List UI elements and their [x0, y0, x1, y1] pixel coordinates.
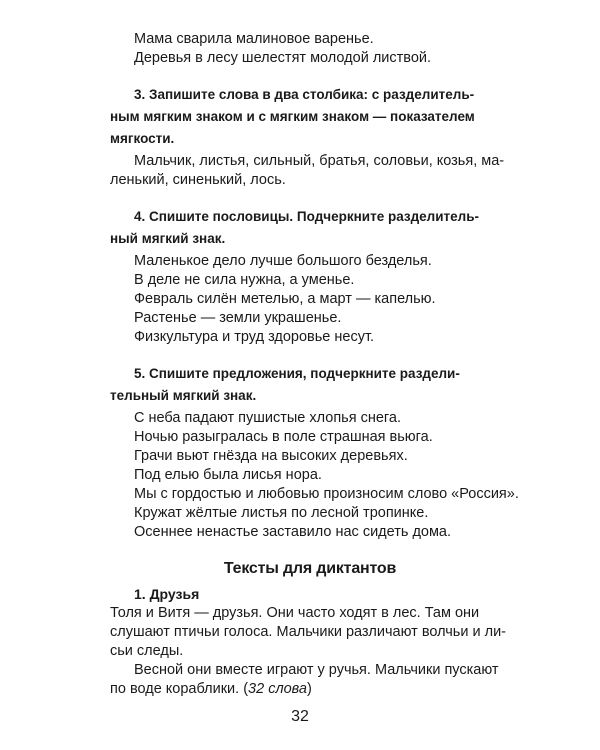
dictation-title: 1. Друзья	[134, 586, 200, 602]
sentence-line: Ночью разыгралась в поле страшная вьюга.	[134, 429, 433, 445]
sentence-line: Мы с гордостью и любовью произносим слово «Россия».	[134, 486, 519, 502]
close-paren: )	[307, 681, 312, 697]
exercise-5	[110, 365, 519, 542]
page-content	[110, 30, 519, 699]
dictation-section	[110, 560, 510, 699]
exercise-title-line: 3. Запишите слова в два столбика: с разделитель-	[134, 87, 475, 102]
proverb-line: Февраль силён метелью, а март — капелью.	[134, 291, 436, 307]
sentence-line: Кружат жёлтые листья по лесной тропинке.	[134, 505, 429, 521]
dictation-line: Весной они вместе играют у ручья. Мальчики пускают	[134, 662, 499, 678]
exercise-title-line: тельный мягкий знак.	[110, 388, 257, 403]
sentence-line: С неба падают пушистые хлопья снега.	[134, 410, 401, 426]
sentence-line: Под елью была лисья нора.	[134, 467, 322, 483]
exercise-title-line: ный мягкий знак.	[110, 231, 226, 246]
text-line: Мальчик, листья, сильный, братья, соловьи, козья, ма-	[134, 153, 505, 169]
text-line: Мама сварила малиновое варенье.	[134, 31, 374, 47]
exercise-4	[110, 208, 510, 347]
dictation-line	[110, 680, 510, 699]
exercise-title-line: мягкости.	[110, 131, 175, 146]
proverb-line: В деле не сила нужна, а уменье.	[134, 272, 355, 288]
exercise-title-line: 4. Спишите пословицы. Подчеркните разделитель-	[134, 209, 480, 224]
text-line: Деревья в лесу шелестят молодой листвой.	[134, 50, 432, 66]
proverb-line: Физкультура и труд здоровье несут.	[134, 329, 375, 345]
dictation-line: сьи следы.	[110, 643, 184, 659]
exercise-3	[110, 86, 510, 190]
proverb-line: Маленькое дело лучше большого безделья.	[134, 253, 432, 269]
page-number: 32	[291, 708, 309, 725]
dictation-line: Толя и Витя — друзья. Они часто ходят в лес. Там они	[110, 605, 480, 621]
exercise-title-line: ным мягким знаком и с мягким знаком — показателем	[110, 109, 475, 124]
section-heading: Тексты для диктантов	[223, 560, 397, 577]
proverb-line: Растенье — земли украшенье.	[134, 310, 342, 326]
sentence-line: Грачи вьют гнёзда на высоких деревьях.	[134, 448, 408, 464]
text-line: ленький, синенький, лось.	[110, 172, 286, 188]
dictation-line: слушают птичьи голоса. Мальчики различают волчьи и ли-	[110, 624, 507, 640]
word-count: 32 слова	[248, 681, 307, 697]
exercise-title-line: 5. Спишите предложения, подчеркните раздели-	[134, 366, 460, 381]
sentence-line: Осеннее ненастье заставило нас сидеть дома.	[134, 524, 452, 540]
dictation-text: по воде кораблики. (	[110, 681, 249, 697]
